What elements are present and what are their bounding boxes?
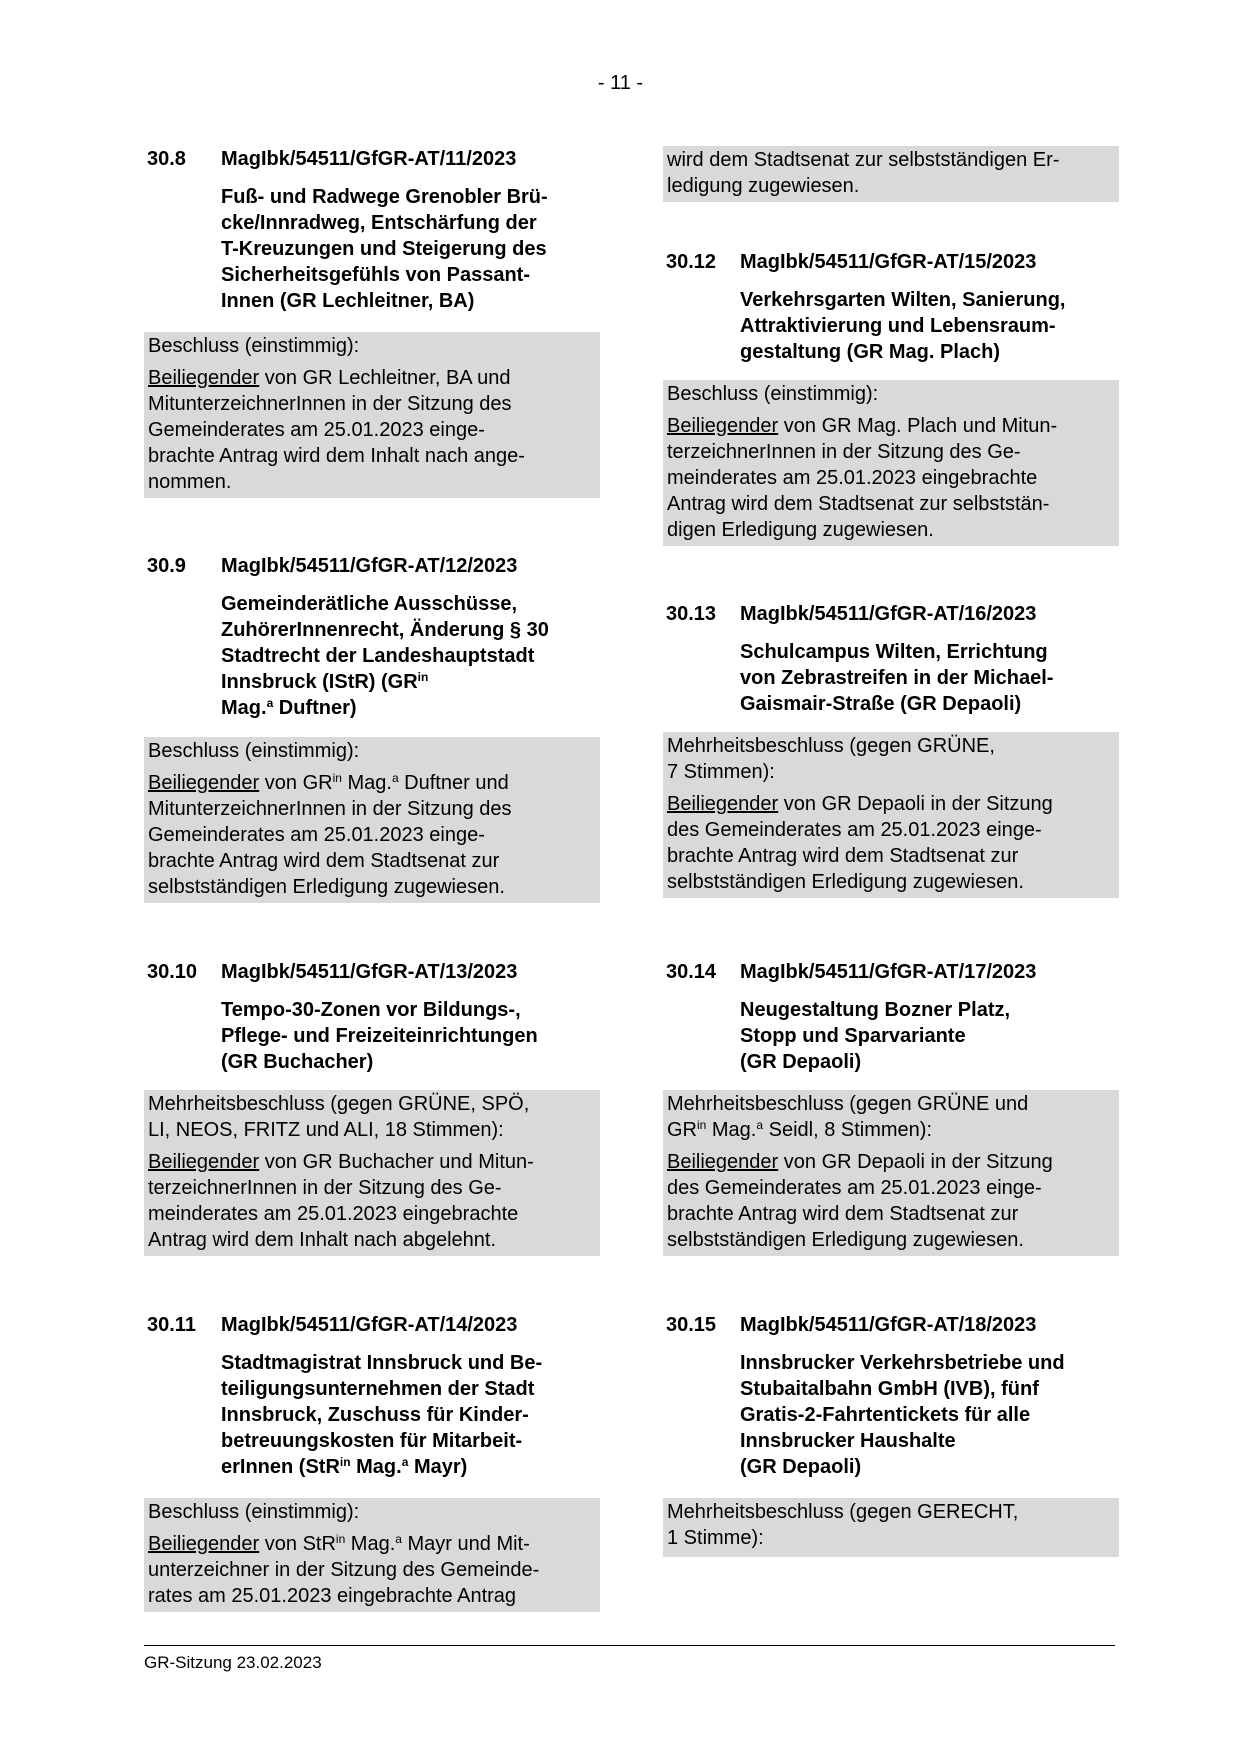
item-title: Tempo-30-Zonen vor Bildungs-, Pflege- und Freizeiteinrichtungen (GR Buchacher) xyxy=(221,999,538,1073)
resolution-label: Beschluss (einstimmig): xyxy=(148,740,360,762)
beiliegender-label: Beiliegender xyxy=(148,772,260,794)
item-30-14 xyxy=(663,959,1119,1075)
item-header xyxy=(663,601,1119,627)
page-footer: GR-Sitzung 23.02.2023 xyxy=(144,1645,1115,1673)
item-header xyxy=(663,249,1119,275)
page-number: - 11 - xyxy=(597,72,644,94)
resolution-text: Beiliegender von $GR^{in}$ Mag.$^a$ Duftner und MitunterzeichnerInnen in der Sitzung des Gemeinderates am 25.01.2023 einge- brachte Antrag wird dem Stadtsenat zur selbstständigen Erledigung zugewiesen. xyxy=(148,771,512,898)
resolution-label: Mehrheitsbeschluss (gegen GRÜNE, 7 Stimmen): xyxy=(667,735,995,783)
item-number: 30.8 xyxy=(147,148,186,170)
item-reference: MagIbk/54511/GfGR-AT/14/2023 xyxy=(221,1314,518,1336)
resolution-box-30-13 xyxy=(663,732,1119,898)
item-title: Stadtmagistrat Innsbruck und Be- teiligungsunternehmen der Stadt Innsbruck, Zuschuss für Kinder- betreuungskosten für Mitarbeit- erInnen (StR$^{in}$ Mag.$^a$ Mayr) xyxy=(221,1352,543,1478)
resolution-box-30-11 xyxy=(144,1498,600,1612)
item-title: Schulcampus Wilten, Errichtung von Zebrastreifen in der Michael- Gaismair-Straße (GR Depaoli) xyxy=(740,641,1054,715)
item-header xyxy=(144,553,600,579)
resolution-label: Beschluss (einstimmig): xyxy=(667,383,879,405)
resolution-box-30-10 xyxy=(144,1090,600,1256)
item-number: 30.12 xyxy=(666,251,717,273)
resolution-text: Beiliegender von GR Lechleitner, BA und MitunterzeichnerInnen in der Sitzung des Gemeinderates am 25.01.2023 einge- brachte Antrag wird dem Inhalt nach ange- nommen. xyxy=(148,367,525,493)
item-reference: MagIbk/54511/GfGR-AT/13/2023 xyxy=(221,961,518,983)
resolution-box-30-14 xyxy=(663,1090,1119,1256)
item-title: Fuß- und Radwege Grenobler Brü- cke/Innradweg, Entschärfung der T-Kreuzungen und Steigerung des Sicherheitsgefühls von Passant- Innen (GR Lechleitner, BA) xyxy=(221,186,548,312)
resolution-label: Mehrheitsbeschluss (gegen GRÜNE, SPÖ, LI, NEOS, FRITZ und ALI, 18 Stimmen): xyxy=(148,1093,530,1141)
item-header xyxy=(663,1312,1119,1338)
resolution-box-30-15 xyxy=(663,1498,1119,1557)
item-30-10 xyxy=(144,959,600,1075)
item-reference: MagIbk/54511/GfGR-AT/11/2023 xyxy=(221,148,517,170)
item-reference: MagIbk/54511/GfGR-AT/17/2023 xyxy=(740,961,1037,983)
item-30-15 xyxy=(663,1312,1119,1480)
item-30-9 xyxy=(144,553,600,721)
beiliegender-label: Beiliegender xyxy=(667,1151,779,1173)
item-number: 30.14 xyxy=(666,961,717,983)
resolution-box-30-12 xyxy=(663,380,1119,546)
resolution-text: wird dem Stadtsenat zur selbstständigen Er- ledigung zugewiesen. xyxy=(667,149,1060,197)
resolution-text: Beiliegender von GR Depaoli in der Sitzung des Gemeinderates am 25.01.2023 einge- brachte Antrag wird dem Stadtsenat zur selbstständigen Erledigung zugewiesen. xyxy=(667,793,1053,893)
resolution-box-continuation xyxy=(663,146,1119,202)
item-title: Verkehrsgarten Wilten, Sanierung, Attraktivierung und Lebensraum- gestaltung (GR Mag. Plach) xyxy=(740,289,1066,363)
item-30-13 xyxy=(663,601,1119,717)
item-30-8 xyxy=(144,146,600,314)
resolution-box-30-8 xyxy=(144,332,600,498)
resolution-box-30-9 xyxy=(144,737,600,903)
item-number: 30.9 xyxy=(147,555,186,577)
item-number: 30.13 xyxy=(666,603,717,625)
item-header xyxy=(144,959,600,985)
beiliegender-label: Beiliegender xyxy=(667,793,779,815)
item-header xyxy=(144,146,600,172)
item-header xyxy=(144,1312,600,1338)
resolution-label: Beschluss (einstimmig): xyxy=(148,335,360,357)
item-title: Neugestaltung Bozner Platz, Stopp und Sparvariante (GR Depaoli) xyxy=(740,999,1011,1073)
item-title: Gemeinderätliche Ausschüsse, ZuhörerInnenrecht, Änderung § 30 Stadtrecht der Landeshauptstadt Innsbruck (IStR) ($GR^{in}$ Mag.$^a$ Duftner) xyxy=(221,593,549,719)
beiliegender-label: Beiliegender xyxy=(148,1533,260,1555)
item-reference: MagIbk/54511/GfGR-AT/12/2023 xyxy=(221,555,518,577)
resolution-label: Mehrheitsbeschluss (gegen GERECHT, 1 Stimme): xyxy=(667,1501,1019,1549)
item-reference: MagIbk/54511/GfGR-AT/16/2023 xyxy=(740,603,1037,625)
item-header xyxy=(663,959,1119,985)
beiliegender-label: Beiliegender xyxy=(148,1151,260,1173)
item-30-12 xyxy=(663,249,1119,365)
resolution-text: Beiliegender von GR Buchacher und Mitun- terzeichnerInnen in der Sitzung des Ge- meinderates am 25.01.2023 eingebrachte Antrag wird dem Inhalt nach abgelehnt. xyxy=(148,1151,534,1251)
resolution-label: Beschluss (einstimmig): xyxy=(148,1501,360,1523)
item-reference: MagIbk/54511/GfGR-AT/18/2023 xyxy=(740,1314,1037,1336)
resolution-text: Beiliegender von StR$^{in}$ Mag.$^a$ Mayr und Mit- unterzeichner in der Sitzung des Gemeinde- rates am 25.01.2023 eingebrachte Antrag xyxy=(148,1532,540,1607)
beiliegender-label: Beiliegender xyxy=(148,367,260,389)
item-number: 30.11 xyxy=(147,1314,196,1336)
item-number: 30.10 xyxy=(147,961,198,983)
resolution-label: Mehrheitsbeschluss (gegen GRÜNE und $GR^{in}$ Mag.$^a$ Seidl, 8 Stimmen): xyxy=(667,1093,1029,1141)
item-title: Innsbrucker Verkehrsbetriebe und Stubaitalbahn GmbH (IVB), fünf Gratis-2-Fahrtentickets für alle Innsbrucker Haushalte (GR Depaoli) xyxy=(740,1352,1065,1478)
resolution-text: Beiliegender von GR Depaoli in der Sitzung des Gemeinderates am 25.01.2023 einge- brachte Antrag wird dem Stadtsenat zur selbstständigen Erledigung zugewiesen. xyxy=(667,1151,1053,1251)
item-30-11 xyxy=(144,1312,600,1480)
beiliegender-label: Beiliegender xyxy=(667,415,779,437)
item-reference: MagIbk/54511/GfGR-AT/15/2023 xyxy=(740,251,1037,273)
item-number: 30.15 xyxy=(666,1314,717,1336)
resolution-text: Beiliegender von GR Mag. Plach und Mitun- terzeichnerInnen in der Sitzung des Ge- meinderates am 25.01.2023 eingebrachte Antrag wird dem Stadtsenat zur selbststän- digen Erledigung zugewiesen. xyxy=(667,415,1058,541)
